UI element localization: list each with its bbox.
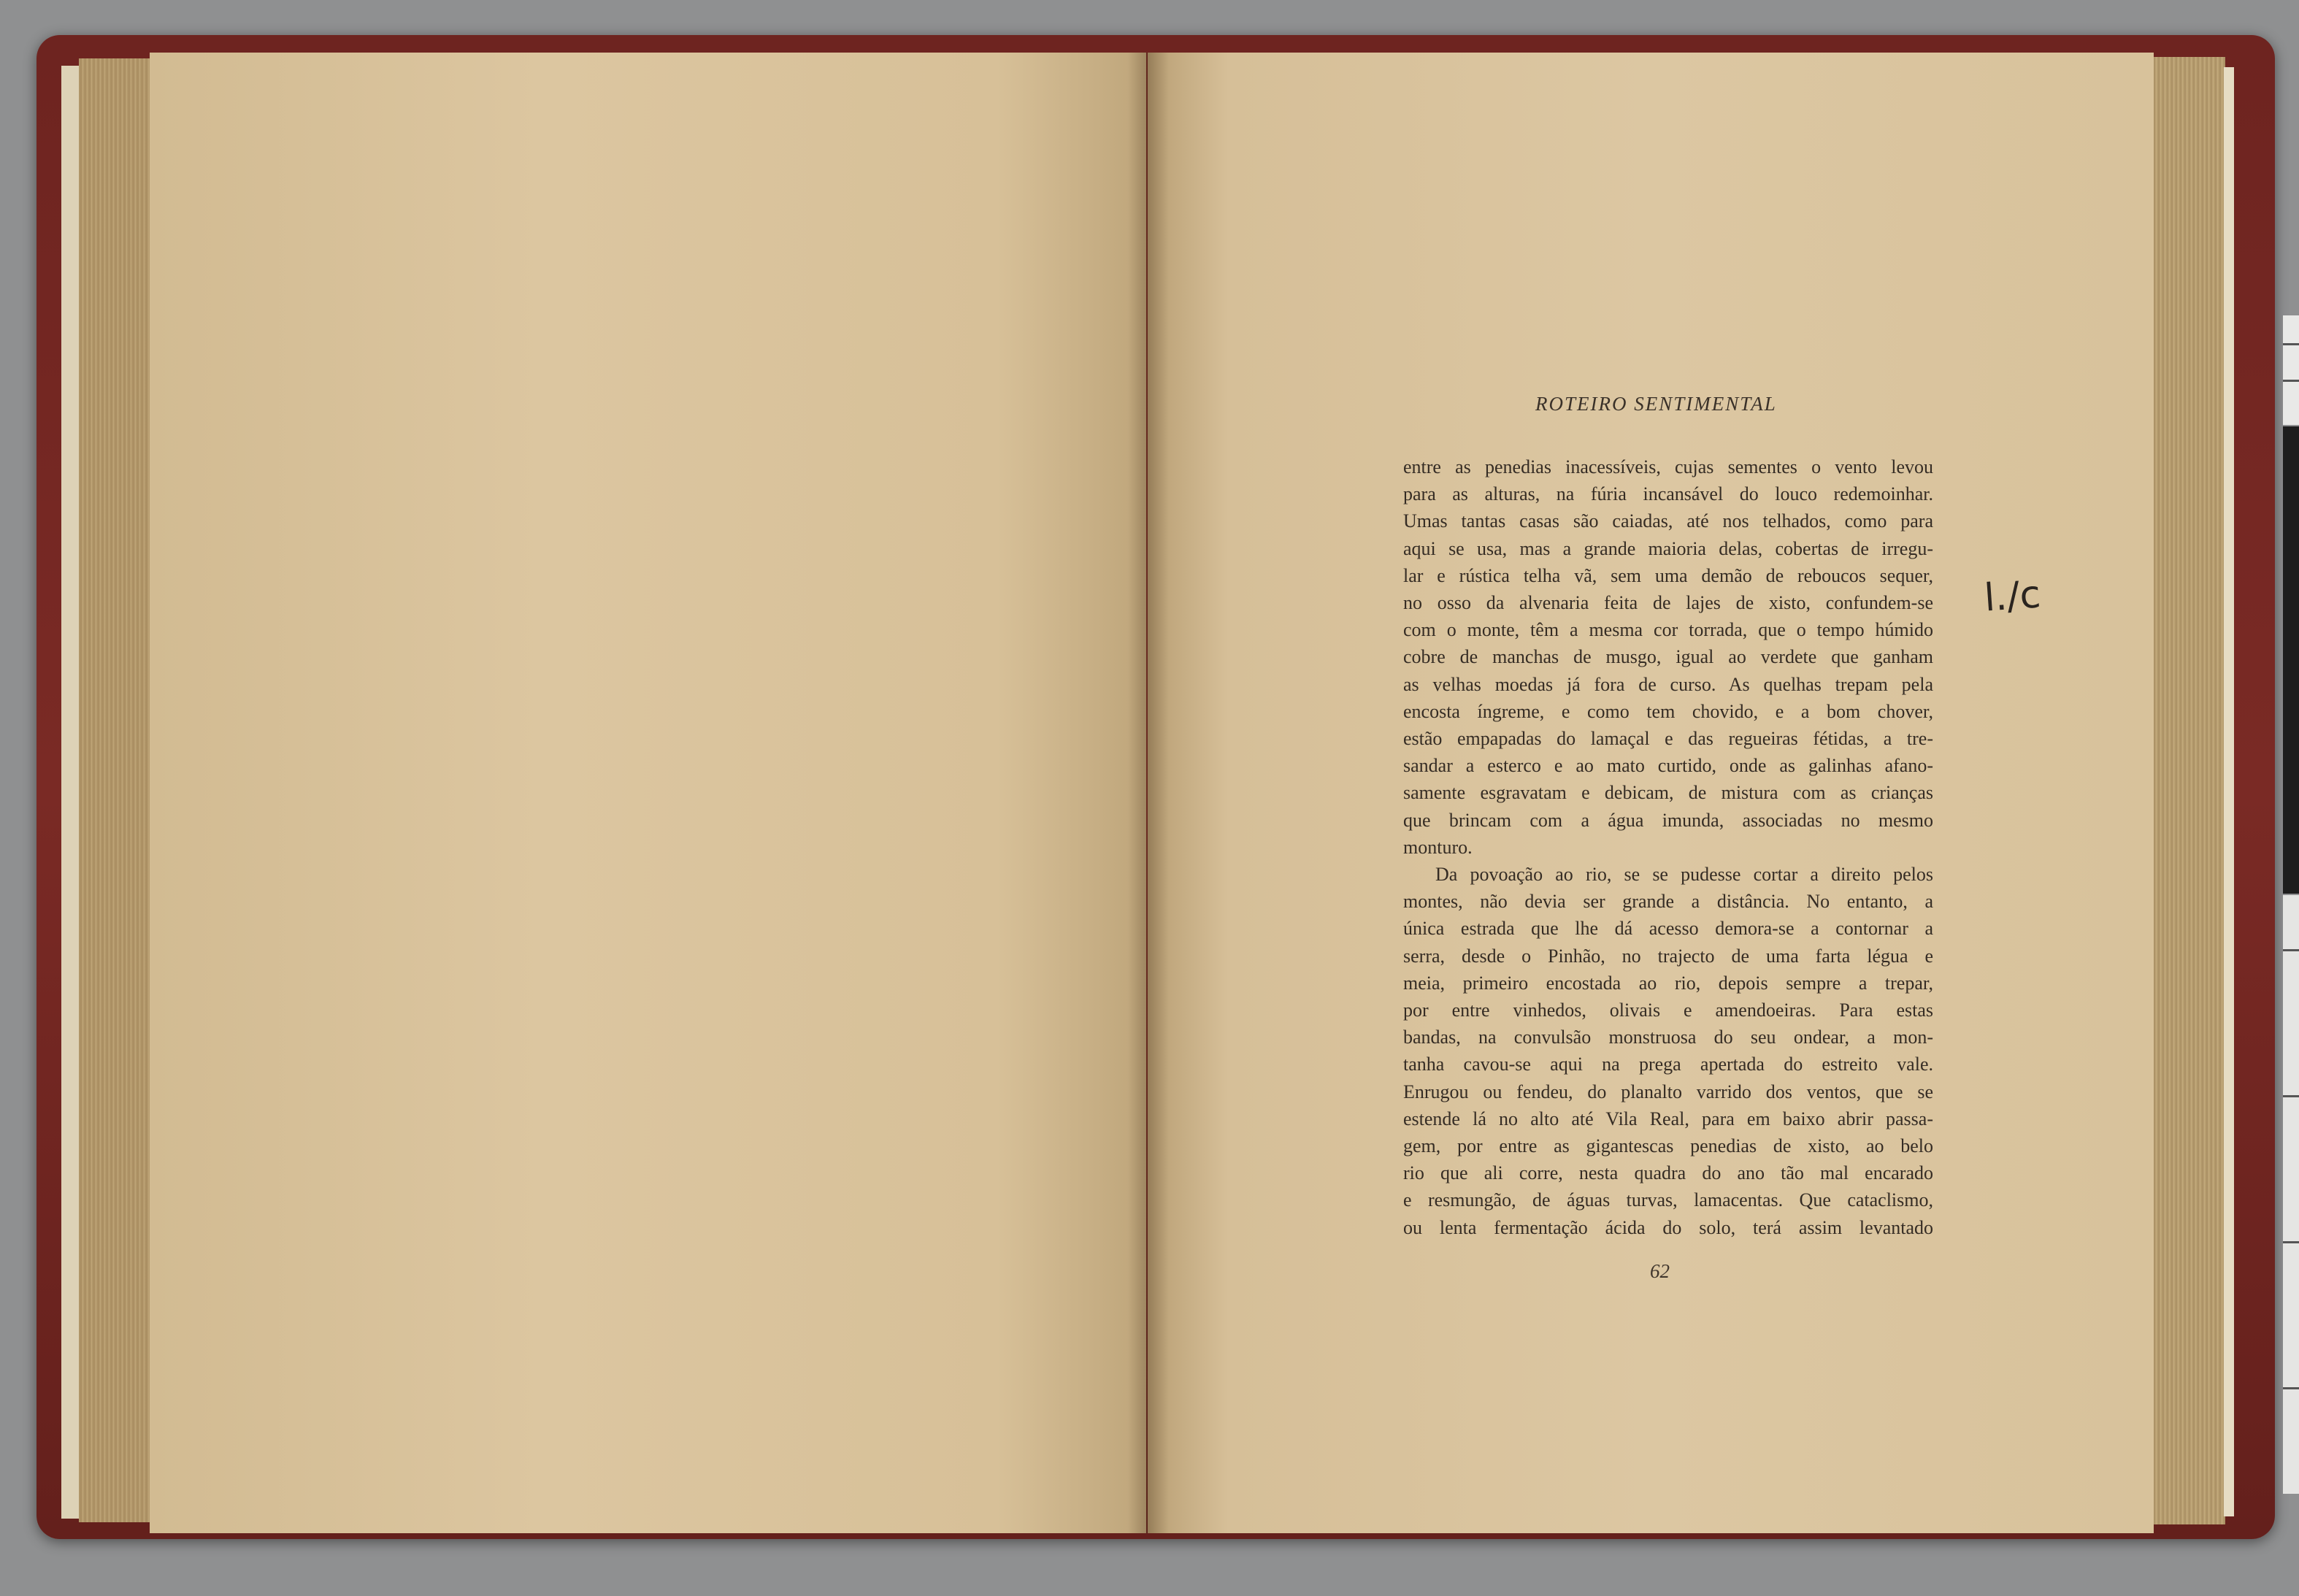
text-line: monturo. xyxy=(1403,836,1473,858)
text-line: lar e rústica telha vã, sem uma demão de reboucos sequer, xyxy=(1403,564,1933,586)
body-text xyxy=(1403,453,1933,1241)
scale-tick xyxy=(2283,949,2299,951)
text-line: Umas tantas casas são caiadas, até nos telhados, como para xyxy=(1403,510,1933,532)
scale-tick xyxy=(2283,1241,2299,1243)
text-line: Da povoação ao rio, se se pudesse cortar a direito pelos xyxy=(1435,864,1933,886)
text-line: as velhas moedas já fora de curso. As quelhas trepam pela xyxy=(1403,673,1933,695)
text-line: tanha cavou-se aqui na prega apertada do estreito vale. xyxy=(1403,1054,1933,1075)
text-line: no osso da alvenaria feita de lajes de xisto, confundem-se xyxy=(1403,592,1933,614)
text-line: rio que ali corre, nesta quadra do ano tão mal encarado xyxy=(1403,1162,1933,1184)
text-line: montes, não devia ser grande a distância. No entanto, a xyxy=(1403,891,1933,913)
text-line: entre as penedias inacessíveis, cujas sementes o vento levou xyxy=(1403,456,1933,477)
text-line: encosta íngreme, e como tem chovido, e a bom chover, xyxy=(1403,700,1933,722)
text-line: cobre de manchas de musgo, igual ao verdete que ganham xyxy=(1403,646,1933,668)
text-line: que brincam com a água imunda, associadas no mesmo xyxy=(1403,809,1933,831)
calibration-strip-white xyxy=(2283,315,2299,425)
scale-tick xyxy=(2283,1095,2299,1097)
scale-tick xyxy=(2283,343,2299,345)
text-line: ou lenta fermentação ácida do solo, terá assim levantado xyxy=(1403,1216,1933,1238)
text-line: sandar a esterco e ao mato curtido, onde as galinhas afano- xyxy=(1403,755,1933,777)
handwritten-margin-annotation: l./c xyxy=(1983,572,2043,621)
scale-tick xyxy=(2283,380,2299,382)
scale-tick xyxy=(2283,1387,2299,1389)
text-line: serra, desde o Pinhão, no trajecto de uma farta légua e xyxy=(1403,945,1933,967)
text-line: para as alturas, na fúria incansável do louco redemoinhar. xyxy=(1403,483,1933,505)
text-line: meia, primeiro encostada ao rio, depois sempre a trepar, xyxy=(1403,972,1933,994)
text-line: Enrugou ou fendeu, do planalto varrido dos ventos, que se xyxy=(1403,1081,1933,1102)
text-line: estão empapadas do lamaçal e das regueiras fétidas, a tre- xyxy=(1403,728,1933,750)
calibration-strip-white-lower xyxy=(2283,895,2299,1494)
text-line: samente esgravatam e debicam, de mistura com as crianças xyxy=(1403,782,1933,804)
text-line: única estrada que lhe dá acesso demora-se a contornar a xyxy=(1403,918,1933,940)
text-line: estende lá no alto até Vila Real, para em baixo abrir passa- xyxy=(1403,1108,1933,1129)
page-number: 62 xyxy=(1650,1260,1670,1282)
text-line: aqui se usa, mas a grande maioria delas, cobertas de irregu- xyxy=(1403,537,1933,559)
text-line: por entre vinhedos, olivais e amendoeiras. Para estas xyxy=(1403,1000,1933,1021)
calibration-strip-black xyxy=(2283,426,2299,894)
left-page-blank xyxy=(150,53,1146,1533)
running-head: ROTEIRO SENTIMENTAL xyxy=(1535,393,1777,415)
text-line: e resmungão, de águas turvas, lamacentas. Que cataclismo, xyxy=(1403,1189,1933,1211)
left-page-block-edge xyxy=(79,58,159,1522)
right-endpaper-edge xyxy=(2224,67,2234,1516)
right-page-block-edge xyxy=(2152,57,2225,1524)
text-line: bandas, na convulsão monstruosa do seu ondear, a mon- xyxy=(1403,1027,1933,1048)
text-line: com o monte, têm a mesma cor torrada, que o tempo húmido xyxy=(1403,619,1933,641)
book-gutter xyxy=(1128,53,1169,1533)
text-line: gem, por entre as gigantescas penedias de xisto, ao belo xyxy=(1403,1135,1933,1157)
